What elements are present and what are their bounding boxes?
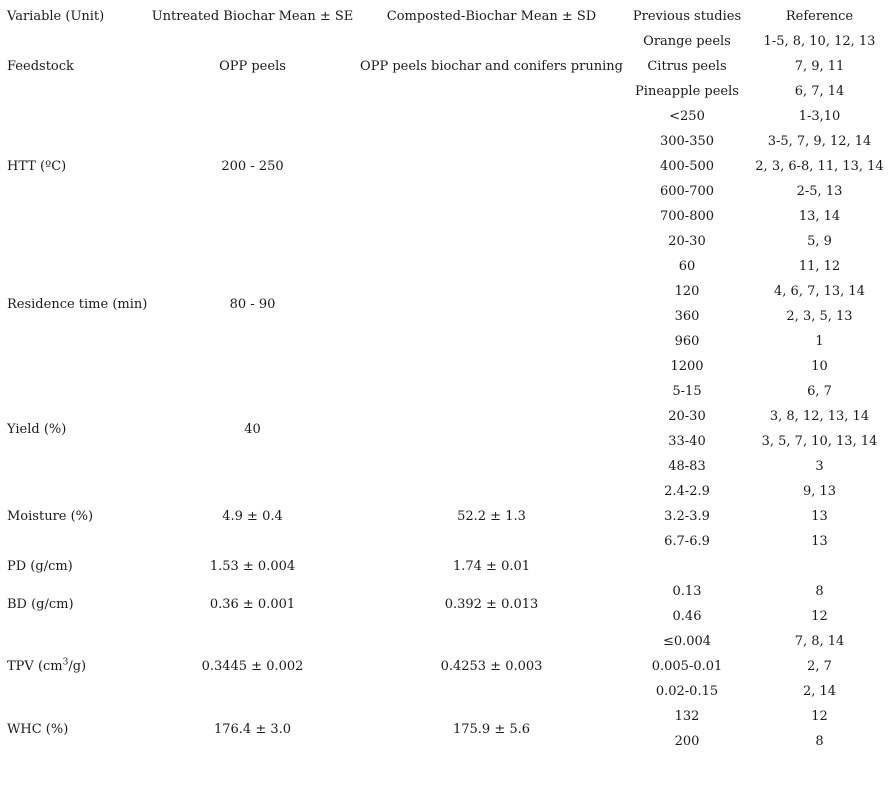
reference-value: 9, 13 <box>802 484 837 499</box>
reference-value: 8 <box>815 734 824 749</box>
previous-study-value: Citrus peels <box>647 59 727 74</box>
feedstock-composted: OPP peels biochar and conifers pruning <box>360 59 623 74</box>
pd-label: PD (g/cm) <box>7 559 73 574</box>
previous-study-value: 3.2-3.9 <box>664 509 710 524</box>
bd-composted: 0.392 ± 0.013 <box>444 596 539 612</box>
table-row <box>0 554 893 579</box>
previous-study-value: 120 <box>674 284 700 299</box>
previous-study-value: 960 <box>674 334 700 349</box>
previous-study-value: 400-500 <box>659 159 715 174</box>
table-row <box>0 579 893 604</box>
residence-untreated: 80 - 90 <box>229 296 276 312</box>
header-untreated: Untreated Biochar Mean ± SE <box>151 9 354 24</box>
reference-value: 6, 7, 14 <box>794 84 845 99</box>
previous-study-value: 6.7-6.9 <box>664 534 710 549</box>
header-previous-studies: Previous studies <box>632 9 742 24</box>
table-row <box>0 379 893 404</box>
previous-study-value <box>628 554 746 579</box>
previous-study-value: 20-30 <box>668 409 706 424</box>
tpv-label <box>0 629 150 704</box>
reference-value: 3, 5, 7, 10, 13, 14 <box>761 434 878 449</box>
moisture-composted: 52.2 ± 1.3 <box>457 509 526 524</box>
reference-value: 2-5, 13 <box>796 184 843 199</box>
previous-study-value: 300-350 <box>659 134 715 149</box>
bd-label: BD (g/cm) <box>7 596 74 612</box>
feedstock-untreated: OPP peels <box>219 59 286 74</box>
table-row <box>0 479 893 504</box>
reference-value: 12 <box>811 709 828 724</box>
reference-value: 2, 3, 6-8, 11, 13, 14 <box>755 159 884 174</box>
whc-label: WHC (%) <box>7 721 69 737</box>
residence-composted <box>355 229 628 379</box>
htt-label: HTT (ºC) <box>7 159 67 174</box>
tpv-label-suffix: /g) <box>68 659 87 674</box>
moisture-untreated: 4.9 ± 0.4 <box>222 509 283 524</box>
whc-composted: 175.9 ± 5.6 <box>452 721 531 737</box>
reference-value: 6, 7 <box>807 384 832 399</box>
previous-study-value: 20-30 <box>668 234 706 249</box>
previous-study-value: 1200 <box>670 359 704 374</box>
reference-value: 8 <box>815 584 824 599</box>
previous-study-value: 132 <box>674 709 700 724</box>
reference-value: 5, 9 <box>807 234 832 249</box>
previous-study-value: ≤0.004 <box>662 634 712 649</box>
reference-value: 4, 6, 7, 13, 14 <box>774 284 865 299</box>
moisture-label: Moisture (%) <box>7 509 94 524</box>
reference-value: 12 <box>811 609 828 624</box>
reference-value: 3, 8, 12, 13, 14 <box>769 409 870 424</box>
yield-composted <box>355 379 628 479</box>
htt-composted <box>355 104 628 229</box>
reference-value: 13, 14 <box>798 209 841 224</box>
yield-label: Yield (%) <box>7 421 67 437</box>
reference-value: 13 <box>811 534 828 549</box>
reference-value: 13 <box>811 509 828 524</box>
previous-study-value: 33-40 <box>668 434 706 449</box>
pd-composted: 1.74 ± 0.01 <box>452 559 531 574</box>
previous-study-value: 60 <box>678 259 696 274</box>
reference-value: 1-3,10 <box>798 109 841 124</box>
table-row <box>0 104 893 129</box>
bd-untreated: 0.36 ± 0.001 <box>209 596 296 612</box>
previous-study-value: 0.005-0.01 <box>651 659 723 674</box>
header-row <box>0 4 893 29</box>
reference-value: 3-5, 7, 9, 12, 14 <box>767 134 872 149</box>
previous-study-value: 0.46 <box>672 609 702 624</box>
reference-value: 2, 7 <box>807 659 832 674</box>
reference-value: 2, 3, 5, 13 <box>786 309 853 324</box>
previous-study-value: 600-700 <box>659 184 715 199</box>
header-reference: Reference <box>785 9 854 24</box>
previous-study-value: 2.4-2.9 <box>664 484 710 499</box>
reference-value: 1 <box>815 334 824 349</box>
previous-study-value: <250 <box>669 109 705 124</box>
reference-value: 2, 14 <box>802 684 837 699</box>
reference-value: 10 <box>811 359 828 374</box>
table-row <box>0 29 893 54</box>
previous-study-value: Pineapple peels <box>635 84 739 99</box>
tpv-label-prefix: TPV (cm <box>7 659 63 674</box>
reference-value: 7, 9, 11 <box>794 59 845 74</box>
biochar-properties-table <box>0 4 893 754</box>
previous-study-value: 5-15 <box>672 384 702 399</box>
reference-value <box>746 554 893 579</box>
reference-value: 1-5, 8, 10, 12, 13 <box>763 34 876 49</box>
header-variable: Variable (Unit) <box>7 9 105 24</box>
header-composted: Composted-Biochar Mean ± SD <box>386 9 597 24</box>
previous-study-value: 200 <box>674 734 700 749</box>
reference-value: 3 <box>815 459 824 474</box>
tpv-composted: 0.4253 ± 0.003 <box>440 659 543 674</box>
feedstock-label: Feedstock <box>7 59 74 74</box>
yield-untreated: 40 <box>244 421 261 437</box>
tpv-untreated: 0.3445 ± 0.002 <box>201 659 304 674</box>
pd-untreated: 1.53 ± 0.004 <box>209 559 296 574</box>
whc-untreated: 176.4 ± 3.0 <box>213 721 292 737</box>
previous-study-value: 0.02-0.15 <box>655 684 719 699</box>
reference-value: 7, 8, 14 <box>794 634 845 649</box>
htt-untreated: 200 - 250 <box>221 159 284 174</box>
table-row <box>0 704 893 729</box>
reference-value: 11, 12 <box>798 259 841 274</box>
previous-study-value: 700-800 <box>659 209 715 224</box>
previous-study-value: 48-83 <box>668 459 706 474</box>
previous-study-value: 0.13 <box>672 584 702 599</box>
residence-label: Residence time (min) <box>7 296 148 312</box>
previous-study-value: Orange peels <box>643 34 731 49</box>
table-row <box>0 229 893 254</box>
previous-study-value: 360 <box>674 309 700 324</box>
tpv-label-superscript: 3 <box>62 657 69 668</box>
table-row <box>0 629 893 654</box>
